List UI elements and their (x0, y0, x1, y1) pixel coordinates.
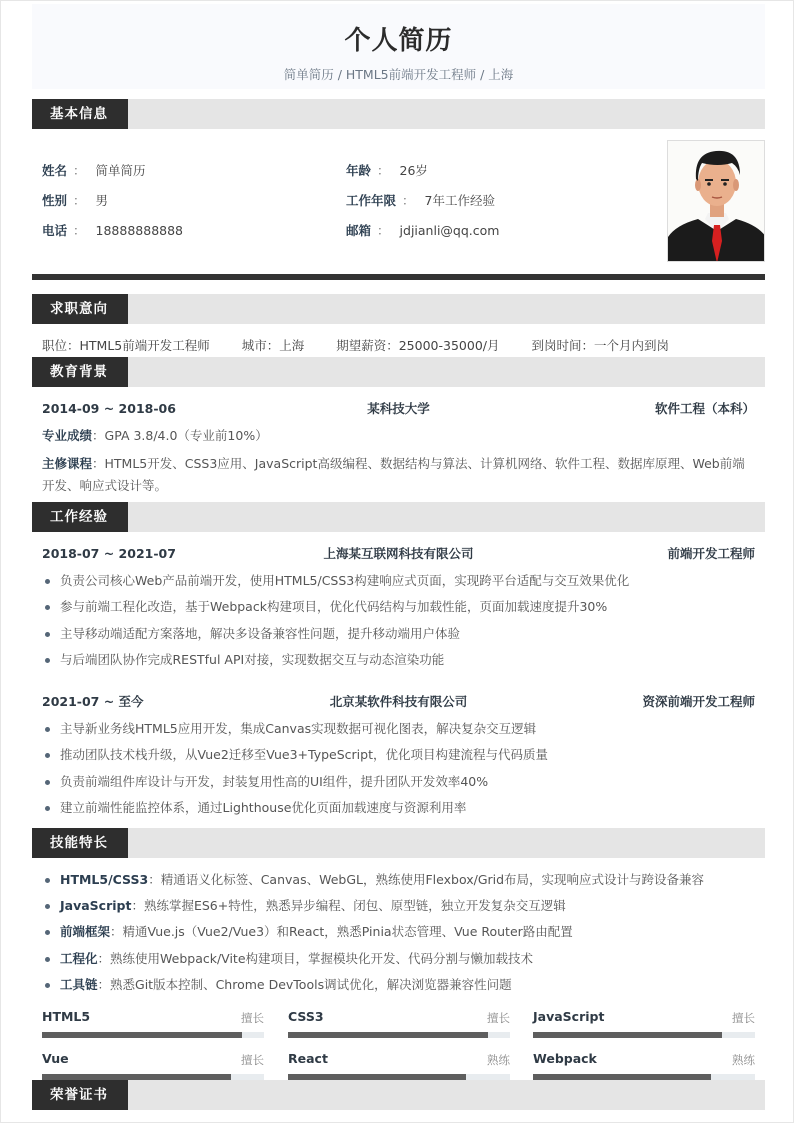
skill-bullet: 工具链：熟悉Git版本控制、Chrome DevTools调试优化，解决浏览器兼容性问题 (42, 976, 755, 994)
work-bullet: 负责公司核心Web产品前端开发，使用HTML5/CSS3构建响应式页面，实现跨平台适配与交互效果优化 (42, 572, 755, 590)
work-bullet: 主导新业务线HTML5应用开发，集成Canvas实现数据可视化图表，解决复杂交互逻辑 (42, 720, 755, 738)
work-bullet: 负责前端组件库设计与开发，封装复用性高的UI组件，提升团队开发效率40% (42, 773, 755, 791)
skill-bar-react: React 熟练 (288, 1051, 510, 1085)
section-header-work (32, 502, 765, 532)
field-value: 18888888888 (95, 223, 184, 238)
work-bullet: 与后端团队协作完成RESTful API对接，实现数据交互与动态渲染功能 (42, 651, 755, 669)
field-gender: 性别 ： 男 (42, 193, 109, 208)
skill-bar-html5: HTML5 擅长 (42, 1009, 264, 1043)
section-header-skills (32, 828, 765, 858)
field-value: 26岁 (399, 163, 428, 178)
field-label: 年龄 (346, 163, 372, 178)
skill-bar-fill (288, 1032, 488, 1038)
skill-bullet: JavaScript：熟练掌握ES6+特性，熟悉异步编程、闭包、原型链，独立开发复杂交互逻辑 (42, 897, 755, 915)
intent-arrival: 到岗时间：一个月内到岗 (531, 338, 669, 353)
section-header-honors (32, 1080, 765, 1110)
education-row (42, 400, 755, 418)
field-label: 姓名 (42, 163, 68, 178)
resume-header (32, 4, 765, 89)
gpa-label: 专业成绩 (42, 428, 93, 443)
field-value: jdjianli@qq.com (399, 223, 500, 238)
section-title: 基本信息 (32, 99, 128, 129)
work-title: 前端开发工程师 (667, 546, 755, 561)
page-subtitle: 简单简历 / HTML5前端开发工程师 / 上海 (283, 67, 514, 82)
skill-bullet: 工程化：熟练使用Webpack/Vite构建项目，掌握模块化开发、代码分割与懒加载技术 (42, 950, 755, 968)
work-period: 2018-07 ~ 2021-07 (42, 546, 176, 561)
gpa-value: ：GPA 3.8/4.0（专业前10%） (92, 428, 268, 443)
avatar-photo (667, 140, 765, 262)
section-title: 求职意向 (32, 294, 128, 324)
field-value: 男 (95, 193, 109, 208)
education-period: 2014-09 ~ 2018-06 (42, 401, 176, 416)
work-company: 上海某互联网科技有限公司 (323, 546, 474, 561)
section-title: 教育背景 (32, 357, 128, 387)
work-period: 2021-07 ~ 至今 (42, 694, 144, 709)
skill-bar-fill (533, 1032, 722, 1038)
field-label: 邮箱 (346, 223, 372, 238)
job-intent-row (42, 337, 697, 355)
field-work-years: 工作年限 ： 7年工作经验 (346, 193, 495, 208)
skill-bar-javascript: JavaScript 擅长 (533, 1009, 755, 1043)
work-company: 北京某软件科技有限公司 (329, 694, 468, 709)
intent-salary: 期望薪资：25000-35000/月 (336, 338, 500, 353)
field-phone: 电话 ： 18888888888 (42, 223, 184, 238)
field-label: 工作年限 (346, 193, 397, 208)
field-value: 7年工作经验 (424, 193, 495, 208)
section-title: 技能特长 (32, 828, 128, 858)
section-header-intent (32, 294, 765, 324)
work-bullet: 推动团队技术栈升级，从Vue2迁移至Vue3+TypeScript，优化项目构建流程与代码质量 (42, 746, 755, 764)
section-header-basic (32, 99, 765, 129)
work-row (42, 545, 755, 563)
education-courses (42, 453, 755, 497)
courses-label: 主修课程 (42, 456, 93, 471)
courses-value: ：HTML5开发、CSS3应用、JavaScript高级编程、数据结构与算法、计算机网络、软件工程、数据库原理、Web前端开发、响应式设计等。 (42, 456, 745, 493)
skill-bar-webpack: Webpack 熟练 (533, 1051, 755, 1085)
field-email: 邮箱 ： jdjianli@qq.com (346, 223, 500, 238)
skill-bullet: HTML5/CSS3：精通语义化标签、Canvas、WebGL，熟练使用Flexbox/Grid布局，实现响应式设计与跨设备兼容 (42, 871, 755, 889)
section-header-education (32, 357, 765, 387)
skill-bullet: 前端框架：精通Vue.js（Vue2/Vue3）和React，熟悉Pinia状态管理、Vue Router路由配置 (42, 923, 755, 941)
avatar-illustration-icon (668, 141, 765, 262)
section-divider (32, 274, 765, 280)
education-school: 某科技大学 (367, 401, 430, 416)
field-name: 姓名 ： 简单简历 (42, 163, 146, 178)
intent-city: 城市：上海 (241, 338, 305, 353)
work-bullet: 参与前端工程化改造，基于Webpack构建项目，优化代码结构与加载性能，页面加载速度提升30% (42, 598, 755, 616)
work-title: 资深前端开发工程师 (642, 694, 755, 709)
section-title: 荣誉证书 (32, 1080, 128, 1110)
education-gpa (42, 425, 755, 447)
field-label: 性别 (42, 193, 68, 208)
skill-bar-vue: Vue 擅长 (42, 1051, 264, 1085)
work-row (42, 693, 755, 711)
intent-position: 职位：HTML5前端开发工程师 (42, 338, 210, 353)
education-major: 软件工程（本科） (654, 401, 755, 416)
field-age: 年龄 ： 26岁 (346, 163, 428, 178)
work-bullet: 主导移动端适配方案落地，解决多设备兼容性问题，提升移动端用户体验 (42, 625, 755, 643)
skill-bar-fill (42, 1032, 242, 1038)
section-title: 工作经验 (32, 502, 128, 532)
page-title: 个人简历 (344, 26, 453, 56)
field-value: 简单简历 (95, 163, 146, 178)
work-bullet: 建立前端性能监控体系，通过Lighthouse优化页面加载速度与资源利用率 (42, 799, 755, 817)
field-label: 电话 (42, 223, 68, 238)
skill-bar-css3: CSS3 擅长 (288, 1009, 510, 1043)
